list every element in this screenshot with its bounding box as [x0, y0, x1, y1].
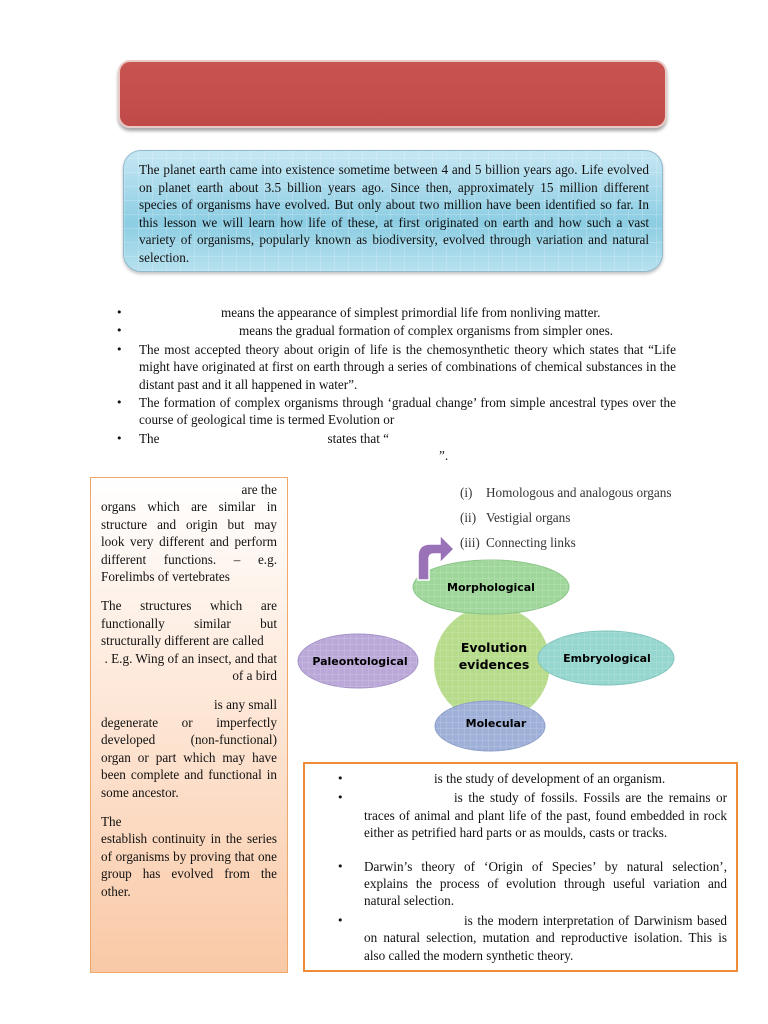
list-item: • Darwin’s theory of ‘Origin of Species’ by natural selection’, explains the process of evolution through useful variation and natural selection.: [335, 858, 727, 910]
list-item: • is the modern interpretation of Darwinism based on natural selection, mutation and reproductive isolation. This is also called the modern synthetic theory.: [335, 912, 727, 964]
homologous-paragraph: are the organs which are similar in structure and origin but may look very different and perform different functions. – e.g. Forelimbs of vertebrates: [101, 482, 277, 585]
organs-sidebar: [90, 477, 288, 973]
vestigial-paragraph: is any small degenerate or imperfectly developed (non-functional) organ or part which may have been complete and functional in some ancestor.: [101, 697, 277, 800]
paleontological-label: Paleontological: [312, 655, 408, 668]
list-item: • means the gradual formation of complex organisms from simpler ones.: [110, 322, 676, 339]
list-item: (ii) Vestigial organs: [460, 510, 571, 525]
intro-box: [123, 150, 663, 272]
list-item: • The states that “ ”.: [110, 430, 676, 465]
evolution-evidences-diagram: [290, 530, 690, 760]
morphological-label: Morphological: [447, 581, 535, 594]
analogous-paragraph: The structures which are functionally similar but structurally different are called . E.g. Wing of an insect, and that of a bird: [101, 598, 277, 684]
embryological-label: Embryological: [563, 652, 651, 665]
center-label-2: evidences: [458, 657, 530, 672]
key-points-list: [110, 304, 676, 466]
list-item: • is the study of development of an organism.: [335, 770, 727, 787]
title-banner: [118, 60, 667, 128]
morphological-node: [413, 560, 569, 614]
connecting-links-paragraph: The establish continuity in the series of organisms by proving that one group has evolved from the other.: [101, 813, 277, 899]
list-item: • The most accepted theory about origin of life is the chemosynthetic theory which states that “Life might have originated at first on earth through a series of combinations of chemical substances in the distant past and it all happened in water”.: [110, 341, 676, 393]
list-item: • means the appearance of simplest primordial life from nonliving matter.: [110, 304, 676, 321]
embryological-node: [538, 631, 674, 685]
list-item: • is the study of fossils. Fossils are the remains or traces of animal and plant life of the past, found embedded in rock either as petrified hard parts or as moulds, casts or tracks.: [335, 789, 727, 841]
molecular-node: [435, 701, 545, 751]
list-item: • The formation of complex organisms through ‘gradual change’ from simple ancestral types over the course of geological time is termed Evolution or: [110, 394, 676, 429]
list-item: (i) Homologous and analogous organs: [460, 485, 672, 500]
intro-text: The planet earth came into existence sometime between 4 and 5 billion years ago. Life evolved on planet earth about 3.5 billion years ago. Since then, approximately 15 million different species of organisms have evolved. But only about two million have been identified so far. In this lesson we will learn how life of these, at first originated on earth and how such a vast variety of organisms, popularly known as biodiversity, evolved through variation and natural selection.: [139, 162, 649, 265]
evidence-definitions-box: [303, 762, 738, 972]
list-item: (iii) Connecting links: [460, 535, 576, 550]
molecular-label: Molecular: [465, 717, 527, 730]
center-label-1: Evolution: [460, 640, 528, 655]
paleontological-node: [298, 634, 418, 688]
